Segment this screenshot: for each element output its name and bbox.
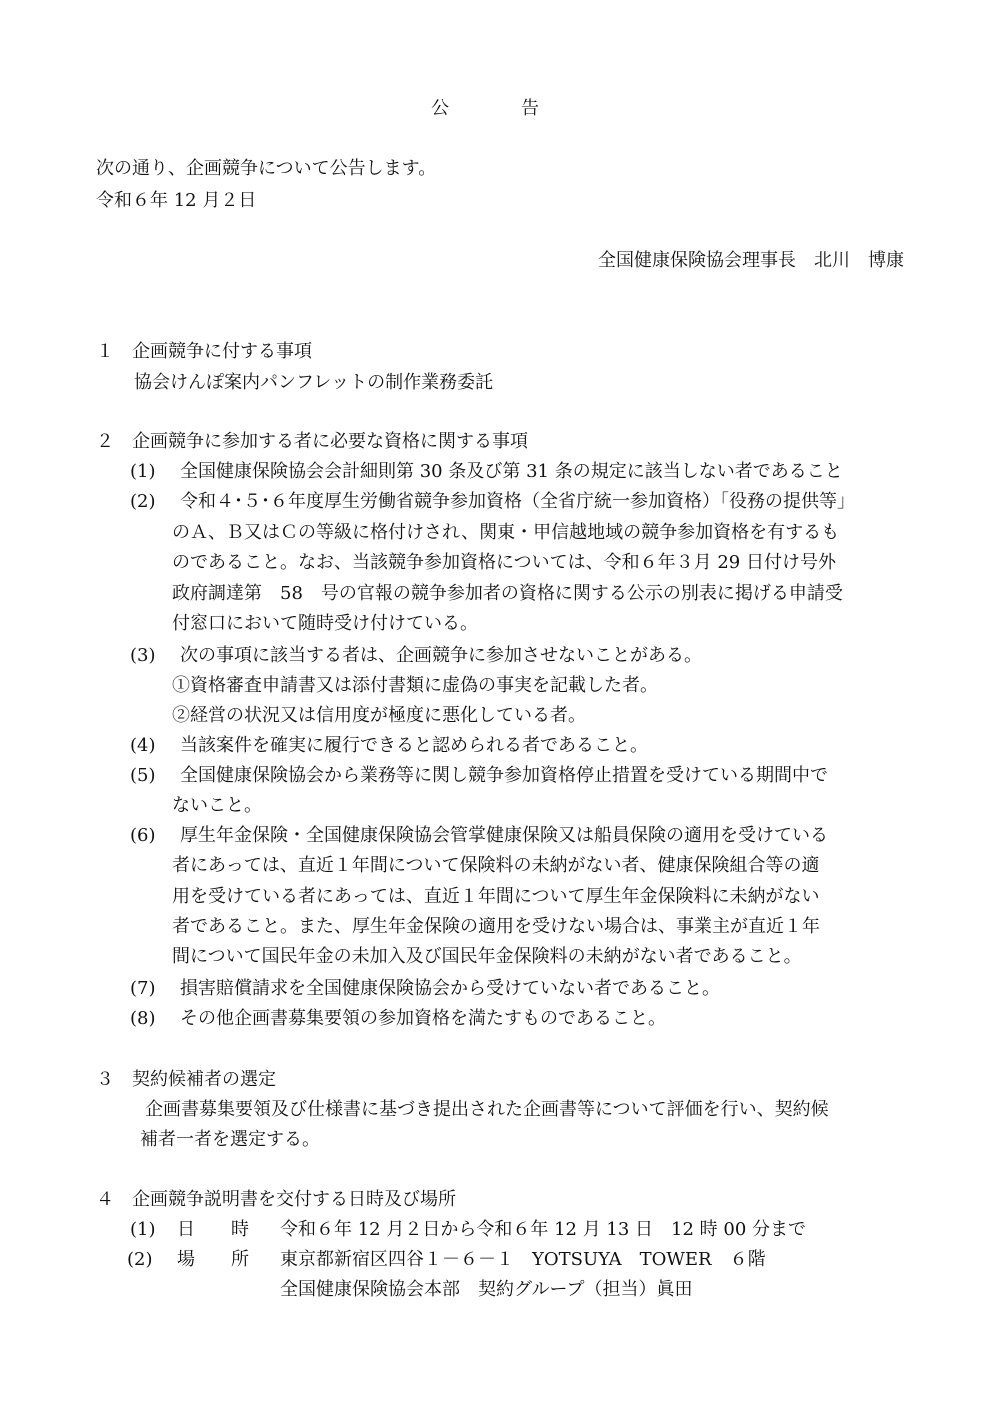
notice-date: 令和６年 12 月２日 [96,190,257,211]
item-text-line: 付窓口において随時受け付けている。 [172,613,478,634]
item-text-line: ①資格審査申請書又は添付書類に虚偽の事実を記載した者。 [172,675,658,696]
item-number: (4) [130,735,156,756]
item-text-line: のであること。なお、当該競争参加資格については、令和６年３月 29 日付け号外 [172,552,836,573]
item-text-line: ②経営の状況又は信用度が極度に悪化している者。 [172,705,586,726]
section-4-heading: ４ 企画競争説明書を交付する日時及び場所 [96,1189,456,1210]
item-number: (6) [130,825,156,846]
item-text-line: 全国健康保険協会から業務等に関し競争参加資格停止措置を受けている期間中で [180,765,828,786]
item-number: (5) [130,765,156,786]
item-number: (3) [130,645,156,666]
section-2-heading: ２ 企画競争に参加する者に必要な資格に関する事項 [96,431,528,452]
item-text-line: ないこと。 [172,795,262,816]
item-text-line: 当該案件を確実に履行できると認められる者であること。 [180,735,648,756]
location-address: 東京都新宿区四谷１－６－１ YOTSUYA TOWER ６階 [280,1249,766,1270]
page-title: 公 告 [431,98,539,119]
item-number: (1) [130,1219,156,1240]
item-number: (1) [130,461,156,482]
item-text-line: 厚生年金保険・全国健康保険協会管掌健康保険又は船員保険の適用を受けている [180,825,828,846]
item-number: (2) [127,1249,153,1270]
item-text-line: 政府調達第 58 号の官報の競争参加者の資格に関する公示の別表に掲げる申請受 [172,583,843,604]
item-text-line: 損害賠償請求を全国健康保険協会から受けていない者であること。 [180,978,720,999]
datetime-label: 日 時 [177,1219,249,1240]
location-label: 場 所 [177,1249,249,1270]
item-text-line: 令和４･５･６年度厚生労働省競争参加資格（全省庁統一参加資格）「役務の提供等」 [180,491,855,512]
intro-text: 次の通り、企画競争について公告します。 [96,158,437,179]
item-text-line: 次の事項に該当する者は、企画競争に参加させないことがある。 [180,645,702,666]
location-contact: 全国健康保険協会本部 契約グループ（担当）眞田 [280,1279,693,1300]
issuer-name: 全国健康保険協会理事長 北川 博康 [598,250,904,271]
section-3-text-line: 補者一者を選定する。 [140,1129,320,1150]
section-3-heading: ３ 契約候補者の選定 [96,1069,276,1090]
item-number: (2) [130,491,156,512]
item-text-line: その他企画書募集要領の参加資格を満たすものであること。 [180,1008,666,1029]
item-text-line: 全国健康保険協会会計細則第 30 条及び第 31 条の規定に該当しない者であること [180,461,843,482]
item-number: (7) [130,978,156,999]
section-1-heading: １ 企画競争に付する事項 [96,341,312,362]
item-number: (8) [130,1008,156,1029]
item-text-line: 間について国民年金の未加入及び国民年金保険料の未納がない者であること。 [172,946,802,967]
item-text-line: 者にあっては、直近１年間について保険料の未納がない者、健康保険組合等の適 [172,855,820,876]
datetime-value: 令和６年 12 月２日から令和６年 12 月 13 日 12 時 00 分まで [280,1219,807,1240]
item-text-line: 用を受けている者にあっては、直近１年間について厚生年金保険料に未納がない [172,886,820,907]
item-text-line: 者であること。また、厚生年金保険の適用を受けない場合は、事業主が直近１年 [172,916,820,937]
section-3-text-line: 企画書募集要領及び仕様書に基づき提出された企画書等について評価を行い、契約候 [145,1099,829,1120]
section-1-body: 協会けんぽ案内パンフレットの制作業務委託 [134,372,494,393]
item-text-line: のＡ、Ｂ又はＣの等級に格付けされ、関東・甲信越地域の競争参加資格を有するも [172,522,840,543]
